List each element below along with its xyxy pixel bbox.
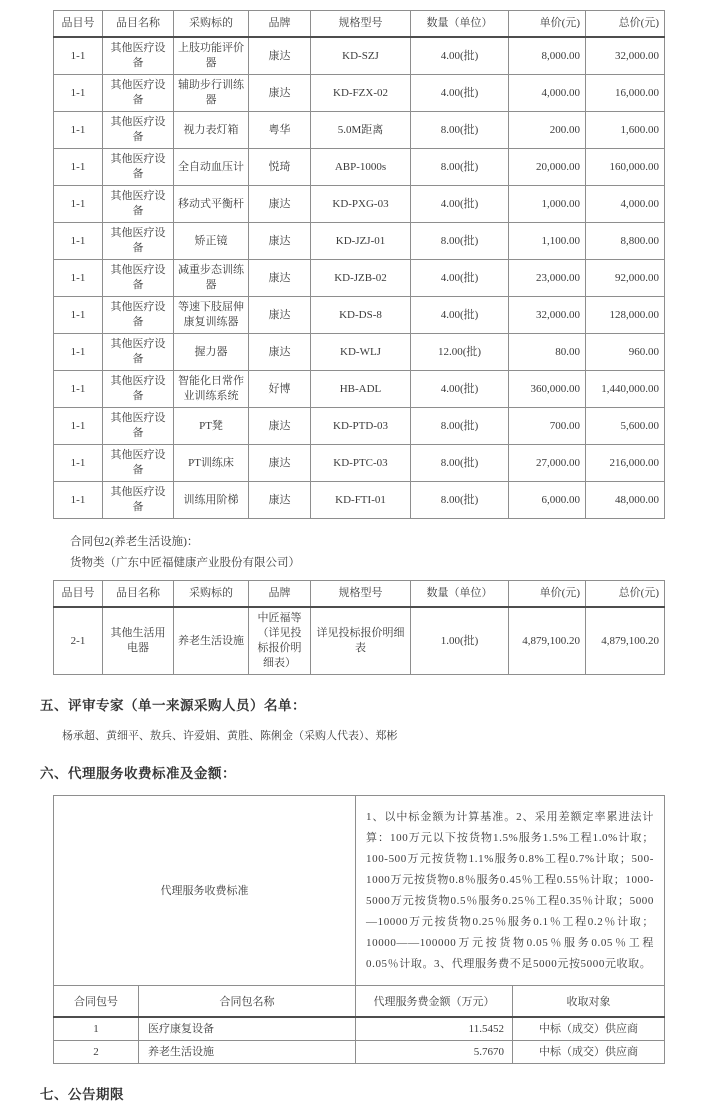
table-row: [54, 112, 665, 149]
table-cell: 2: [54, 1041, 139, 1064]
table-cell: 康达: [249, 408, 311, 445]
items-table-package2: [53, 580, 665, 675]
table-cell: 1-1: [54, 186, 103, 223]
column-header: 品牌: [249, 11, 311, 38]
table-row: [54, 37, 665, 75]
table-cell: 康达: [249, 37, 311, 75]
table-cell: 矫正镜: [174, 223, 249, 260]
table-cell: 8.00(批): [411, 482, 509, 519]
table-cell: KD-DS-8: [311, 297, 411, 334]
table-row: [54, 186, 665, 223]
table-cell: 27,000.00: [509, 445, 586, 482]
table-cell: 700.00: [509, 408, 586, 445]
table-cell: 1-1: [54, 297, 103, 334]
table-cell: KD-PTC-03: [311, 445, 411, 482]
table-cell: 8,800.00: [586, 223, 665, 260]
table-row: [54, 607, 665, 675]
fee-table-header-row: [54, 986, 665, 1018]
table-cell: 康达: [249, 482, 311, 519]
table-cell: 92,000.00: [586, 260, 665, 297]
table-row: [54, 445, 665, 482]
table-row: [54, 297, 665, 334]
table-cell: KD-SZJ: [311, 37, 411, 75]
table-cell: PT训练床: [174, 445, 249, 482]
table-row: [54, 371, 665, 408]
table-row: [54, 1041, 665, 1064]
table-cell: 减重步态训练器: [174, 260, 249, 297]
expert-names: 杨承超、黄细平、敖兵、许爱娟、黄胜、陈俐金（采购人代表）、郑彬: [62, 730, 398, 742]
table-cell: 养老生活设施: [139, 1041, 356, 1064]
table-cell: 1-1: [54, 260, 103, 297]
table-cell: 32,000.00: [509, 297, 586, 334]
table-cell: 康达: [249, 186, 311, 223]
table-cell: 4,879,100.20: [509, 607, 586, 675]
table-cell: 视力表灯箱: [174, 112, 249, 149]
table-cell: 5.0M距离: [311, 112, 411, 149]
table-cell: 160,000.00: [586, 149, 665, 186]
table-cell: 中标（成交）供应商: [513, 1041, 665, 1064]
column-header: 品目名称: [103, 11, 174, 38]
table-cell: 移动式平衡杆: [174, 186, 249, 223]
table-cell: 其他医疗设备: [103, 186, 174, 223]
table-cell: 8.00(批): [411, 112, 509, 149]
table-cell: KD-PXG-03: [311, 186, 411, 223]
table-cell: 辅助步行训练器: [174, 75, 249, 112]
table-cell: 11.5452: [356, 1017, 513, 1041]
table-cell: 1,100.00: [509, 223, 586, 260]
table-cell: KD-PTD-03: [311, 408, 411, 445]
table-cell: 其他医疗设备: [103, 75, 174, 112]
table-cell: KD-FTI-01: [311, 482, 411, 519]
table-cell: PT凳: [174, 408, 249, 445]
table-cell: 200.00: [509, 112, 586, 149]
table-cell: 1-1: [54, 112, 103, 149]
table-cell: 1,000.00: [509, 186, 586, 223]
table-cell: 训练用阶梯: [174, 482, 249, 519]
table-cell: 8.00(批): [411, 408, 509, 445]
section5-heading: 五、评审专家（单一来源采购人员）名单：: [40, 698, 306, 713]
table-cell: 1-1: [54, 334, 103, 371]
section7-heading: 七、公告期限: [40, 1087, 124, 1102]
table-cell: 全自动血压计: [174, 149, 249, 186]
table-cell: 1-1: [54, 445, 103, 482]
table-cell: 详见投标报价明细表: [311, 607, 411, 675]
table-cell: 12.00(批): [411, 334, 509, 371]
table-cell: 128,000.00: [586, 297, 665, 334]
column-header: 品目号: [54, 11, 103, 38]
column-header: 总价(元): [586, 11, 665, 38]
table-cell: 康达: [249, 297, 311, 334]
table-cell: 32,000.00: [586, 37, 665, 75]
table-cell: 1-1: [54, 482, 103, 519]
table-cell: 5.7670: [356, 1041, 513, 1064]
column-header: 采购标的: [174, 11, 249, 38]
table-cell: 中匠福等（详见投标报价明细表）: [249, 607, 311, 675]
table-cell: 2-1: [54, 607, 103, 675]
column-header: 单价(元): [509, 581, 586, 608]
fee-standard-label: 代理服务收费标准: [54, 796, 356, 986]
column-header: 数量（单位）: [411, 11, 509, 38]
table-cell: KD-WLJ: [311, 334, 411, 371]
table-cell: 4.00(批): [411, 37, 509, 75]
column-header: 规格型号: [311, 581, 411, 608]
table-cell: 1-1: [54, 223, 103, 260]
fee-standard-row: [54, 796, 665, 986]
table-cell: 4,879,100.20: [586, 607, 665, 675]
table-cell: 等速下肢屈伸康复训练器: [174, 297, 249, 334]
table-cell: 4.00(批): [411, 260, 509, 297]
table-cell: 1-1: [54, 408, 103, 445]
table-cell: 216,000.00: [586, 445, 665, 482]
table-cell: 智能化日常作业训练系统: [174, 371, 249, 408]
table-cell: 23,000.00: [509, 260, 586, 297]
table-cell: 1-1: [54, 371, 103, 408]
table-cell: 悦琦: [249, 149, 311, 186]
table-row: [54, 482, 665, 519]
table-cell: 1.00(批): [411, 607, 509, 675]
items-table-package1: [53, 10, 665, 519]
table-cell: 6,000.00: [509, 482, 586, 519]
table-cell: 康达: [249, 223, 311, 260]
section6-heading: 六、代理服务收费标准及金额：: [40, 766, 236, 781]
table-cell: 80.00: [509, 334, 586, 371]
items-table-header-row: [54, 11, 665, 38]
table-row: [54, 223, 665, 260]
table-cell: 360,000.00: [509, 371, 586, 408]
table-cell: 养老生活设施: [174, 607, 249, 675]
column-header: 合同包号: [54, 986, 139, 1018]
column-header: 合同包名称: [139, 986, 356, 1018]
table-cell: 其他医疗设备: [103, 445, 174, 482]
table-cell: 康达: [249, 445, 311, 482]
table-cell: KD-JZB-02: [311, 260, 411, 297]
table-cell: KD-FZX-02: [311, 75, 411, 112]
table-cell: 其他医疗设备: [103, 482, 174, 519]
table-cell: 康达: [249, 260, 311, 297]
table-cell: 握力器: [174, 334, 249, 371]
table-row: [54, 75, 665, 112]
column-header: 收取对象: [513, 986, 665, 1018]
table-cell: 康达: [249, 75, 311, 112]
column-header: 单价(元): [509, 11, 586, 38]
table-cell: 4.00(批): [411, 186, 509, 223]
package2-title: 合同包2(养老生活设施)：: [70, 536, 199, 548]
table-cell: 其他生活用电器: [103, 607, 174, 675]
table-cell: 8.00(批): [411, 445, 509, 482]
table-cell: 20,000.00: [509, 149, 586, 186]
table-cell: 其他医疗设备: [103, 408, 174, 445]
column-header: 总价(元): [586, 581, 665, 608]
table-cell: 8.00(批): [411, 149, 509, 186]
agency-fee-table: [53, 795, 665, 1064]
table-cell: 1: [54, 1017, 139, 1041]
items-table-body: [54, 37, 665, 519]
table-cell: ABP-1000s: [311, 149, 411, 186]
table-row: [54, 149, 665, 186]
table-cell: 中标（成交）供应商: [513, 1017, 665, 1041]
column-header: 品目号: [54, 581, 103, 608]
table-cell: 16,000.00: [586, 75, 665, 112]
table-cell: 其他医疗设备: [103, 297, 174, 334]
table-cell: 4.00(批): [411, 297, 509, 334]
table-cell: 其他医疗设备: [103, 37, 174, 75]
column-header: 品目名称: [103, 581, 174, 608]
package2-goods-line: 货物类（广东中匠福健康产业股份有限公司）: [70, 557, 300, 569]
table-cell: 1,600.00: [586, 112, 665, 149]
column-header: 品牌: [249, 581, 311, 608]
table-cell: 960.00: [586, 334, 665, 371]
table-cell: 8,000.00: [509, 37, 586, 75]
table-cell: 5,600.00: [586, 408, 665, 445]
table-row: [54, 334, 665, 371]
table-cell: 8.00(批): [411, 223, 509, 260]
table-row: [54, 408, 665, 445]
table-cell: 康达: [249, 334, 311, 371]
table-cell: 医疗康复设备: [139, 1017, 356, 1041]
table-cell: 其他医疗设备: [103, 334, 174, 371]
table-row: [54, 1017, 665, 1041]
table-cell: 其他医疗设备: [103, 223, 174, 260]
table-cell: 其他医疗设备: [103, 260, 174, 297]
table-cell: 其他医疗设备: [103, 112, 174, 149]
table-cell: 4,000.00: [509, 75, 586, 112]
table-cell: 1,440,000.00: [586, 371, 665, 408]
table-cell: 1-1: [54, 149, 103, 186]
table-row: [54, 260, 665, 297]
column-header: 代理服务费金额（万元）: [356, 986, 513, 1018]
table-cell: KD-JZJ-01: [311, 223, 411, 260]
column-header: 规格型号: [311, 11, 411, 38]
table-cell: 1-1: [54, 75, 103, 112]
table-cell: 上肢功能评价器: [174, 37, 249, 75]
table-cell: 1-1: [54, 37, 103, 75]
table-cell: 4,000.00: [586, 186, 665, 223]
table-cell: 好博: [249, 371, 311, 408]
items-table-header-row: [54, 581, 665, 608]
table-cell: 其他医疗设备: [103, 149, 174, 186]
items-table-body: [54, 607, 665, 675]
table-cell: 粤华: [249, 112, 311, 149]
table-cell: 4.00(批): [411, 75, 509, 112]
table-cell: 48,000.00: [586, 482, 665, 519]
fee-table-body: [54, 1017, 665, 1064]
table-cell: HB-ADL: [311, 371, 411, 408]
table-cell: 4.00(批): [411, 371, 509, 408]
column-header: 采购标的: [174, 581, 249, 608]
table-cell: 其他医疗设备: [103, 371, 174, 408]
column-header: 数量（单位）: [411, 581, 509, 608]
fee-standard-text: 1、以中标金额为计算基准。2、采用差额定率累进法计算：100万元以下按货物1.5%服务1.5%工程1.0%计取；100-500万元按货物1.1%服务0.8%工程0.7%计取；500-1000万元按货物0.8％服务0.45％工程0.55％计取；1000-5000万元按货物0.5％服务0.25％工程0.35％计取；5000—10000万元按货物0.25％服务0.1％工程0.2％计取；10000——100000万元按货物0.05％服务0.05％工程0.05％计取。3、代理服务费不足5000元按5000元收取。: [356, 796, 665, 986]
